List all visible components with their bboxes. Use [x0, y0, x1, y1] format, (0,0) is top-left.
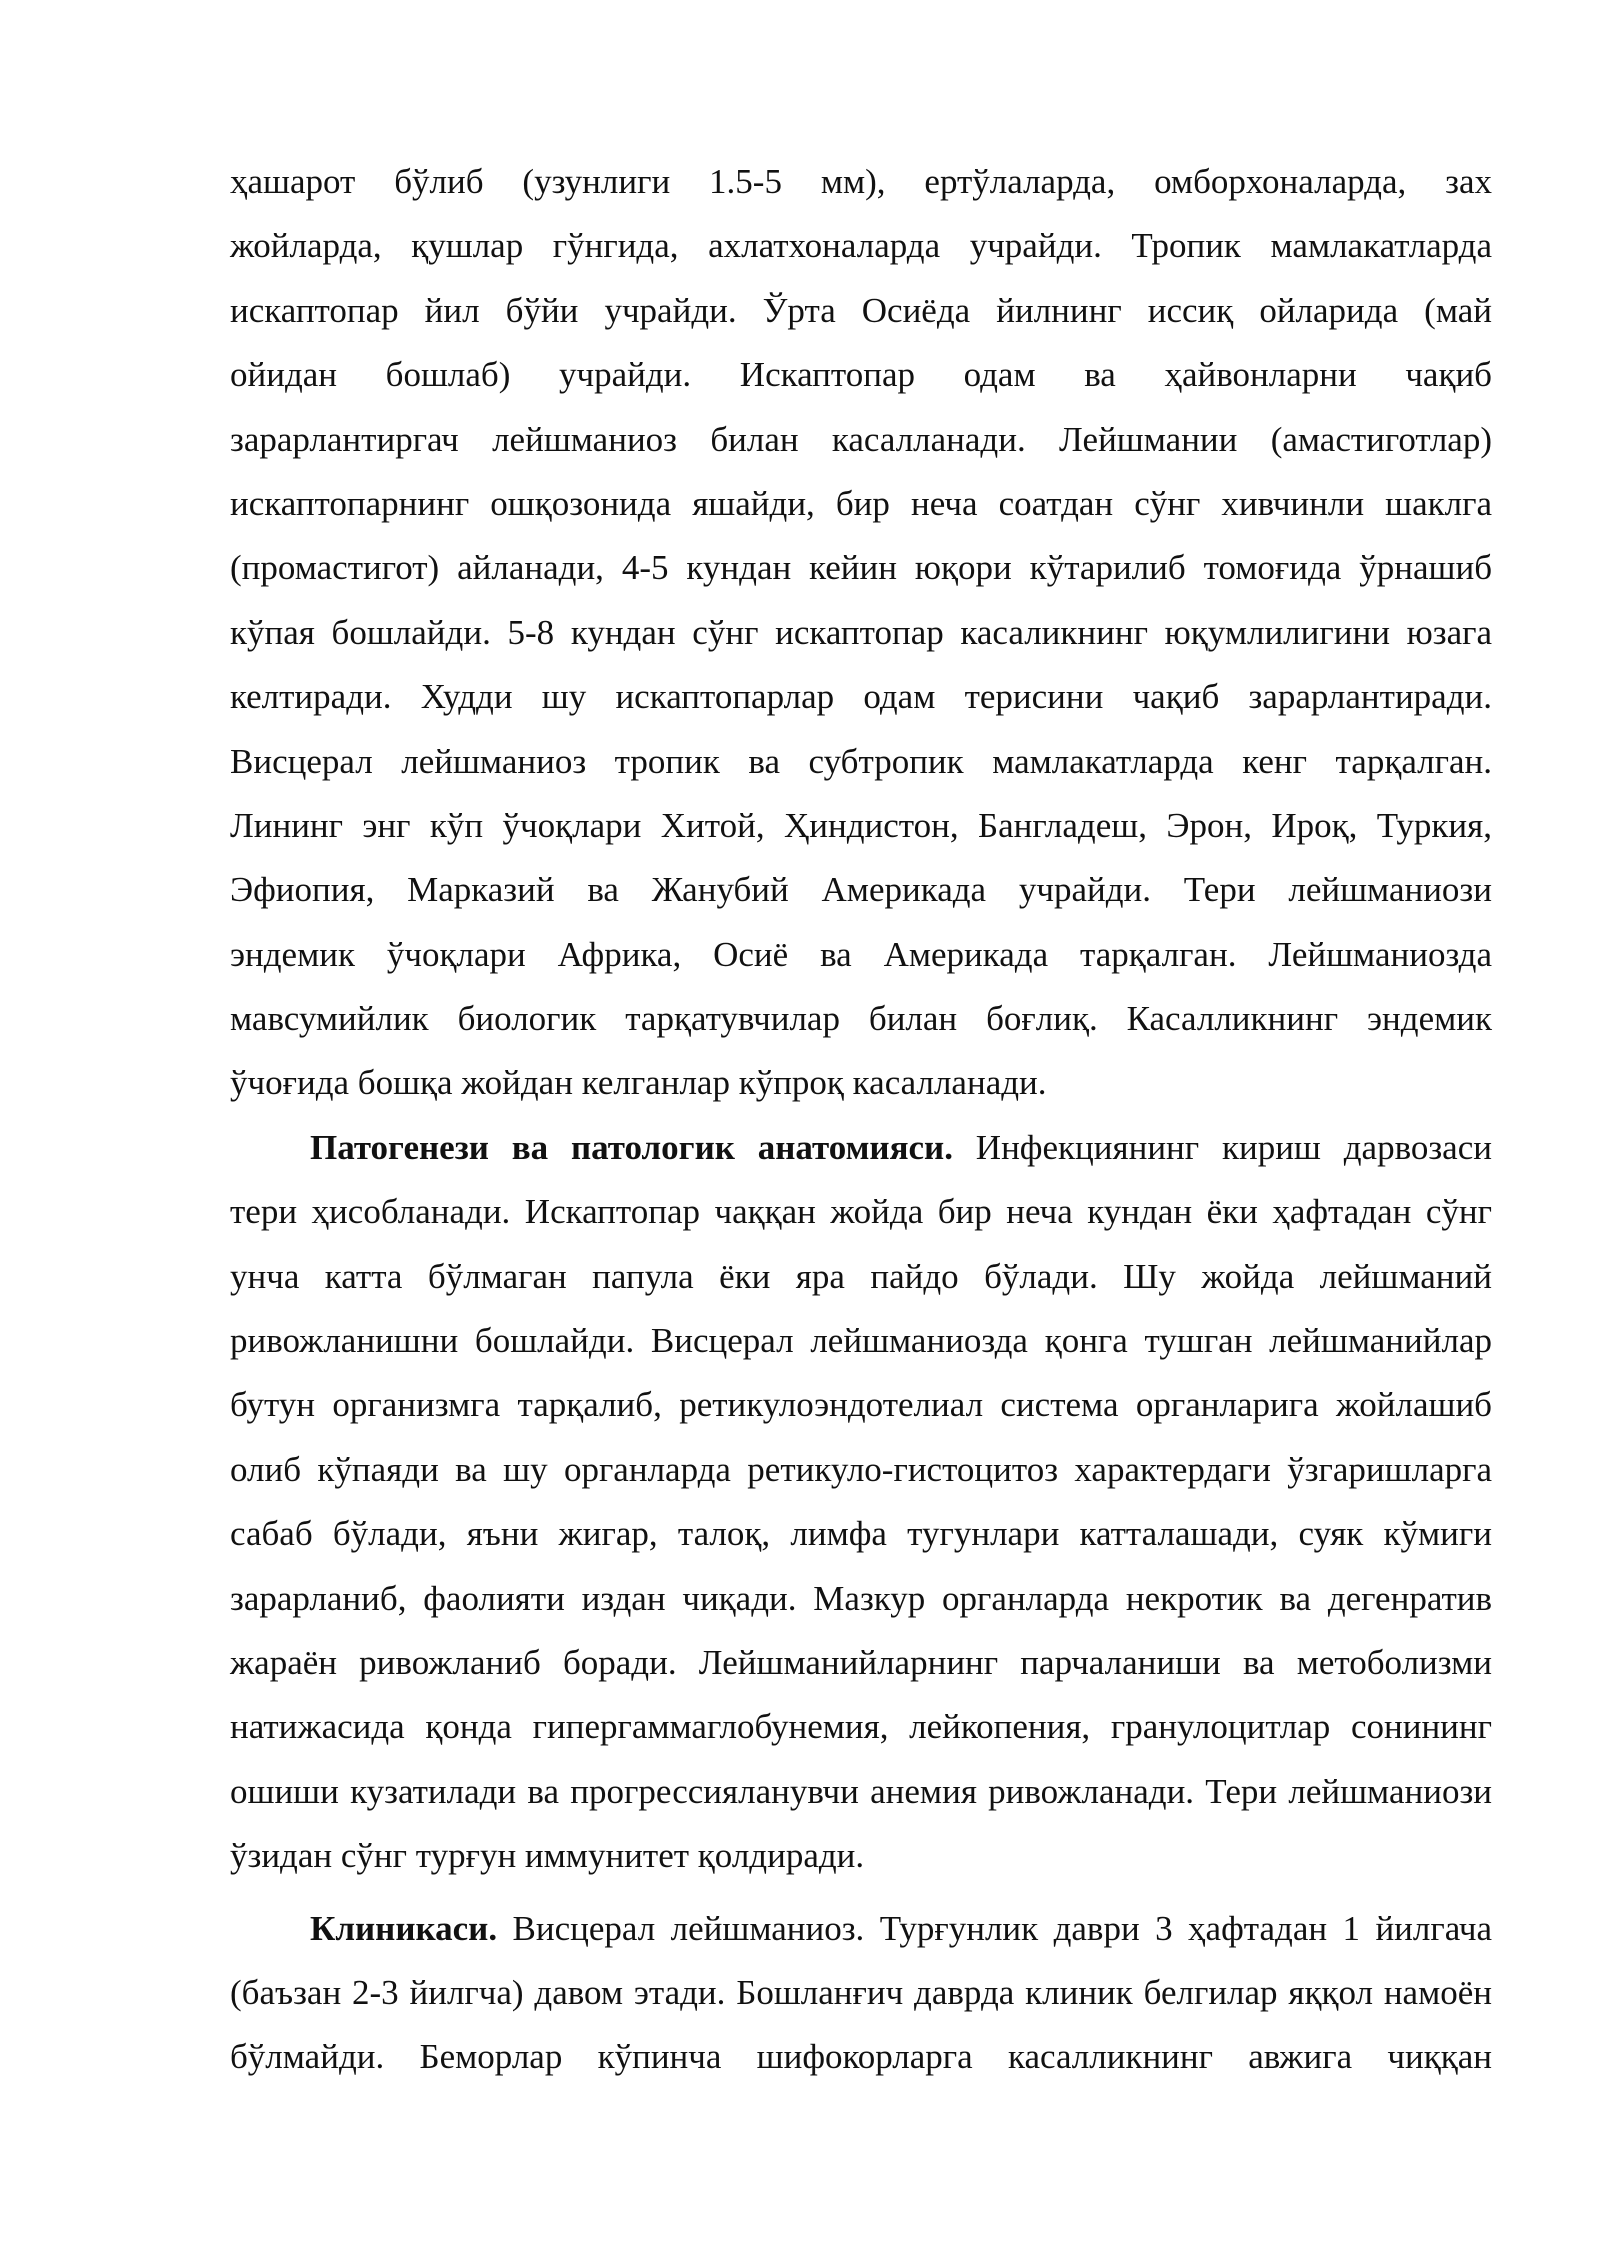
paragraph-pathogenesis — [230, 1116, 1492, 1889]
text-line: жойларда, қушлар гўнгида, ахлатхоналарда учрайди. Тропик мамлакатларда — [230, 226, 1492, 266]
paragraph-intro — [230, 150, 1492, 1116]
text-line: эндемик ўчоқлари Африка, Осиё ва Америкада тарқалган. Лейшманиозда — [230, 934, 1492, 974]
text-line: ўчоғида бошқа жойдан келганлар кўпроқ касалланади. — [230, 1063, 1047, 1103]
text-line: мавсумийлик биологик тарқатувчилар билан боғлиқ. Касалликнинг эндемик — [230, 999, 1492, 1039]
text-line: кўпая бошлайди. 5-8 кундан сўнг искаптопар касаликнинг юқумлилигини юзага — [230, 612, 1492, 652]
text-line: ўзидан сўнг турғун иммунитет қолдиради. — [230, 1836, 865, 1876]
text-line: искаптопар йил бўйи учрайди. Ўрта Осиёда йилнинг иссиқ ойларида (май — [230, 290, 1492, 330]
paragraph-clinic — [230, 1897, 1492, 2090]
text-line: ойидан бошлаб) учрайди. Искаптопар одам ва ҳайвонларни чақиб — [230, 355, 1492, 395]
section-heading-clinic: Клиникаси. — [310, 1908, 498, 1948]
text-line: бутун организмга тарқалиб, ретикулоэндотелиал система органларига жойлашиб — [230, 1385, 1492, 1425]
text-line: келтиради. Худди шу искаптопарлар одам терисини чақиб зарарлантиради. — [230, 677, 1492, 717]
text-line: ривожланишни бошлайди. Висцерал лейшманиозда қонга тушган лейшманийлар — [230, 1321, 1492, 1361]
text-run: Инфекциянинг кириш дарвозаси — [952, 1127, 1492, 1167]
text-line: натижасида қонда гипергаммаглобунемия, лейкопения, гранулоцитлар сонининг — [230, 1707, 1492, 1747]
text-line: ошиши кузатилади ва прогрессияланувчи анемия ривожланади. Тери лейшманиози — [230, 1771, 1492, 1811]
text-line: (промастигот) айланади, 4-5 кундан кейин юқори кўтарилиб томоғида ўрнашиб — [230, 548, 1492, 588]
text-line: зарарланиб, фаолияти издан чиқади. Мазкур органларда некротик ва дегенратив — [230, 1578, 1492, 1618]
text-run: Висцерал лейшманиоз. Турғунлик даври 3 ҳафтадан 1 йилгача — [497, 1908, 1492, 1948]
text-line: ҳашарот бўлиб (узунлиги 1.5-5 мм), ертўлаларда, омборхоналарда, зах — [230, 162, 1492, 201]
text-line: унча катта бўлмаган папула ёки яра пайдо бўлади. Шу жойда лейшманий — [230, 1256, 1492, 1296]
text-line: жараён ривожланиб боради. Лейшманийларнинг парчаланиши ва метоболизми — [230, 1642, 1492, 1682]
text-line: тери ҳисобланади. Искаптопар чаққан жойда бир неча кундан ёки ҳафтадан сўнг — [230, 1192, 1492, 1232]
text-line: зарарлантиргач лейшманиоз билан касалланади. Лейшмании (амастиготлар) — [230, 419, 1492, 459]
section-heading-pathogenesis: Патогенези ва патологик анатомияси. — [310, 1127, 953, 1167]
document-page — [230, 150, 1492, 2090]
text-line: бўлмайди. Беморлар кўпинча шифокорларга касалликнинг авжига чиққан — [230, 2037, 1492, 2077]
text-line: олиб кўпаяди ва шу органларда ретикуло-гистоцитоз характердаги ўзгаришларга — [230, 1449, 1492, 1489]
text-line: сабаб бўлади, яъни жигар, талоқ, лимфа тугунлари катталашади, суяк кўмиги — [230, 1514, 1492, 1554]
text-line: Висцерал лейшманиоз тропик ва субтропик мамлакатларда кенг тарқалган. — [230, 741, 1492, 781]
text-line: Лининг энг кўп ўчоқлари Хитой, Ҳиндистон, Бангладеш, Эрон, Ироқ, Туркия, — [230, 805, 1492, 845]
text-line: Эфиопия, Марказий ва Жанубий Америкада учрайди. Тери лейшманиози — [230, 870, 1492, 910]
text-line: искаптопарнинг ошқозонида яшайди, бир неча соатдан сўнг хивчинли шаклга — [230, 483, 1492, 523]
paragraph-first-line — [230, 1897, 1492, 1961]
paragraph-spacer — [230, 1889, 1492, 1897]
paragraph-first-line — [230, 1116, 1492, 1180]
text-line: (баъзан 2-3 йилгча) давом этади. Бошланғич даврда клиник белгилар яққол намоён — [230, 1972, 1492, 2012]
